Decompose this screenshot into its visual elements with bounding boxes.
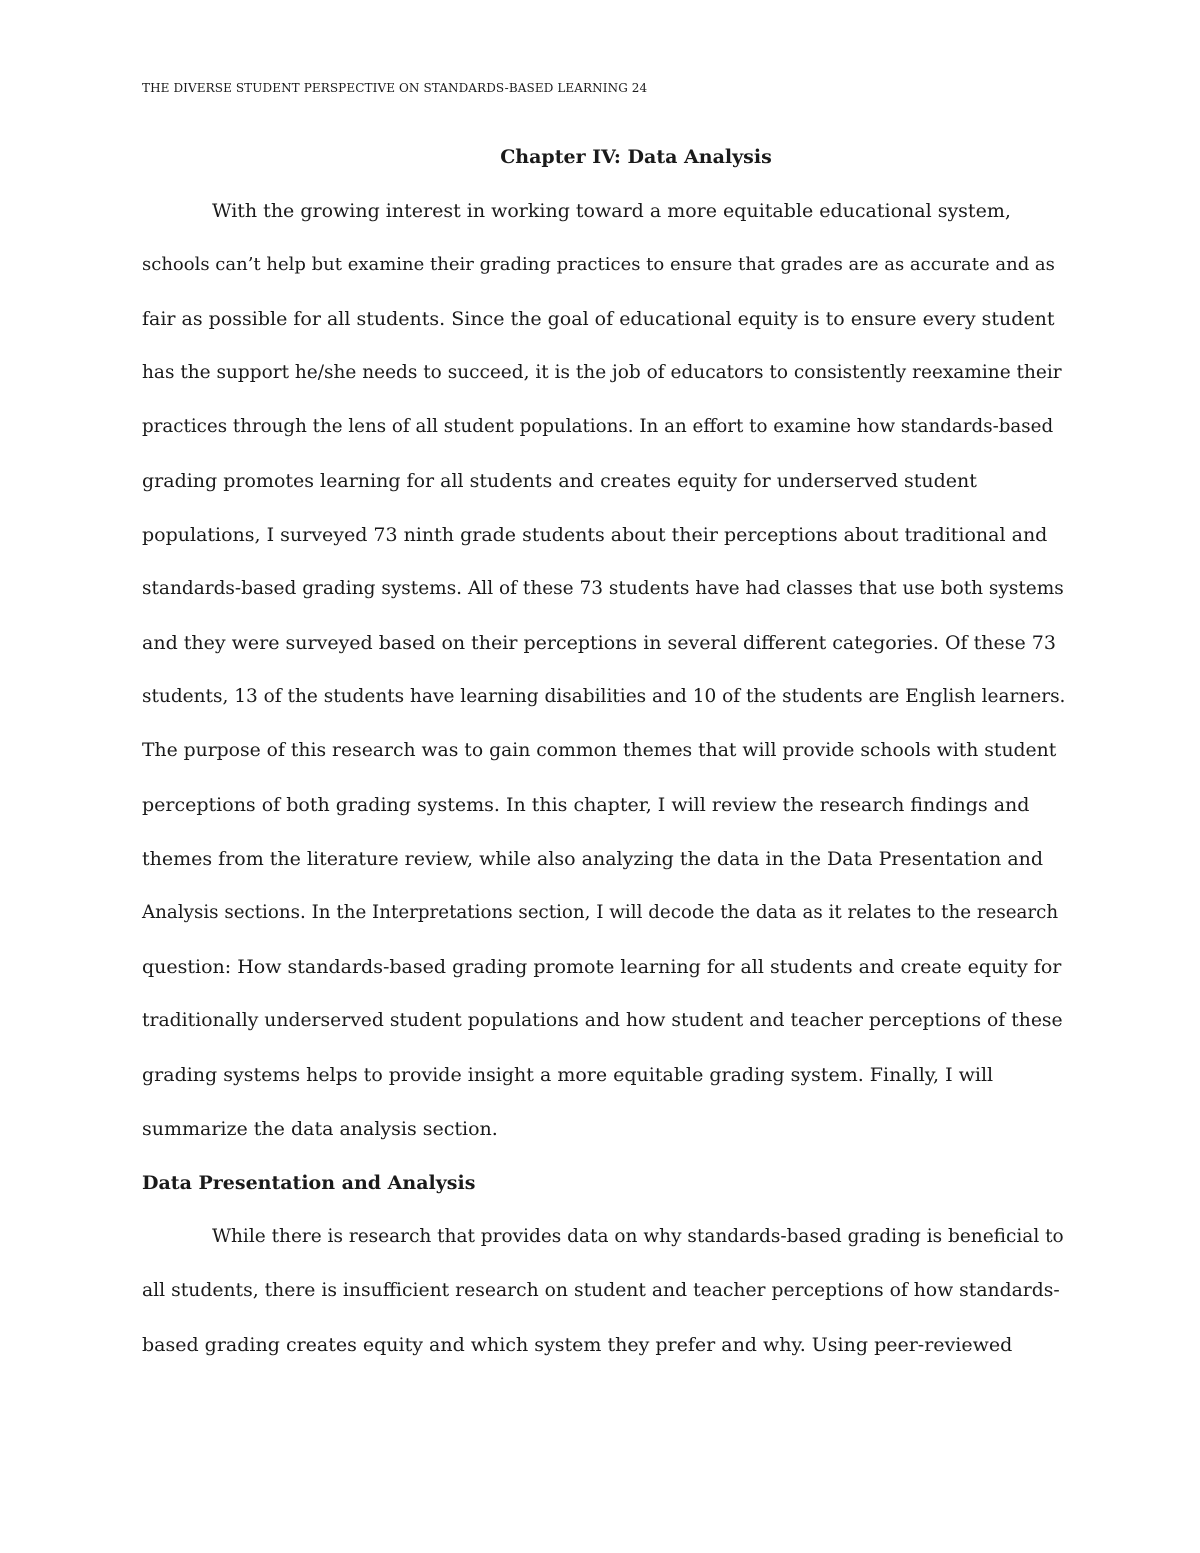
section-line: While there is research that provides data on why standards-based grading is beneficial to xyxy=(212,1226,1064,1247)
intro-line: Analysis sections. In the Interpretations section, I will decode the data as it relates to the research xyxy=(142,902,1059,923)
section-line: based grading creates equity and which system they prefer and why. Using peer-reviewed xyxy=(142,1334,1013,1356)
intro-line: themes from the literature review, while also analyzing the data in the Data Presentation and xyxy=(142,848,1044,870)
intro-line: schools can’t help but examine their grading practices to ensure that grades are as accurate and as xyxy=(142,254,1055,275)
intro-line: The purpose of this research was to gain common themes that will provide schools with student xyxy=(142,740,1057,761)
intro-line: standards-based grading systems. All of these 73 students have had classes that use both systems xyxy=(142,578,1064,599)
chapter-title: Chapter IV: Data Analysis xyxy=(500,146,772,168)
intro-line: question: How standards-based grading promote learning for all students and create equity for xyxy=(142,956,1062,978)
intro-line: populations, I surveyed 73 ninth grade students about their perceptions about traditional and xyxy=(142,524,1048,546)
intro-line: traditionally underserved student populations and how student and teacher perceptions of these xyxy=(142,1010,1063,1031)
intro-line: grading systems helps to provide insight a more equitable grading system. Finally, I will xyxy=(142,1064,994,1086)
section-heading: Data Presentation and Analysis xyxy=(142,1172,476,1194)
intro-line: With the growing interest in working toward a more equitable educational system, xyxy=(212,200,1011,222)
intro-line: has the support he/she needs to succeed, it is the job of educators to consistently reexamine their xyxy=(142,362,1062,383)
intro-line: perceptions of both grading systems. In this chapter, I will review the research findings and xyxy=(142,794,1030,816)
intro-line: grading promotes learning for all students and creates equity for underserved student xyxy=(142,470,977,492)
section-line: all students, there is insufficient research on student and teacher perceptions of how standards- xyxy=(142,1280,1060,1301)
running-head: THE DIVERSE STUDENT PERSPECTIVE ON STANDARDS-BASED LEARNING 24 xyxy=(142,81,648,95)
intro-line: students, 13 of the students have learning disabilities and 10 of the students are English learners. xyxy=(142,686,1066,707)
intro-line: practices through the lens of all student populations. In an effort to examine how standards-based xyxy=(142,416,1054,437)
intro-line: and they were surveyed based on their perceptions in several different categories. Of these 73 xyxy=(142,632,1056,654)
intro-line: summarize the data analysis section. xyxy=(142,1118,498,1140)
intro-line: fair as possible for all students. Since the goal of educational equity is to ensure every student xyxy=(142,308,1055,330)
